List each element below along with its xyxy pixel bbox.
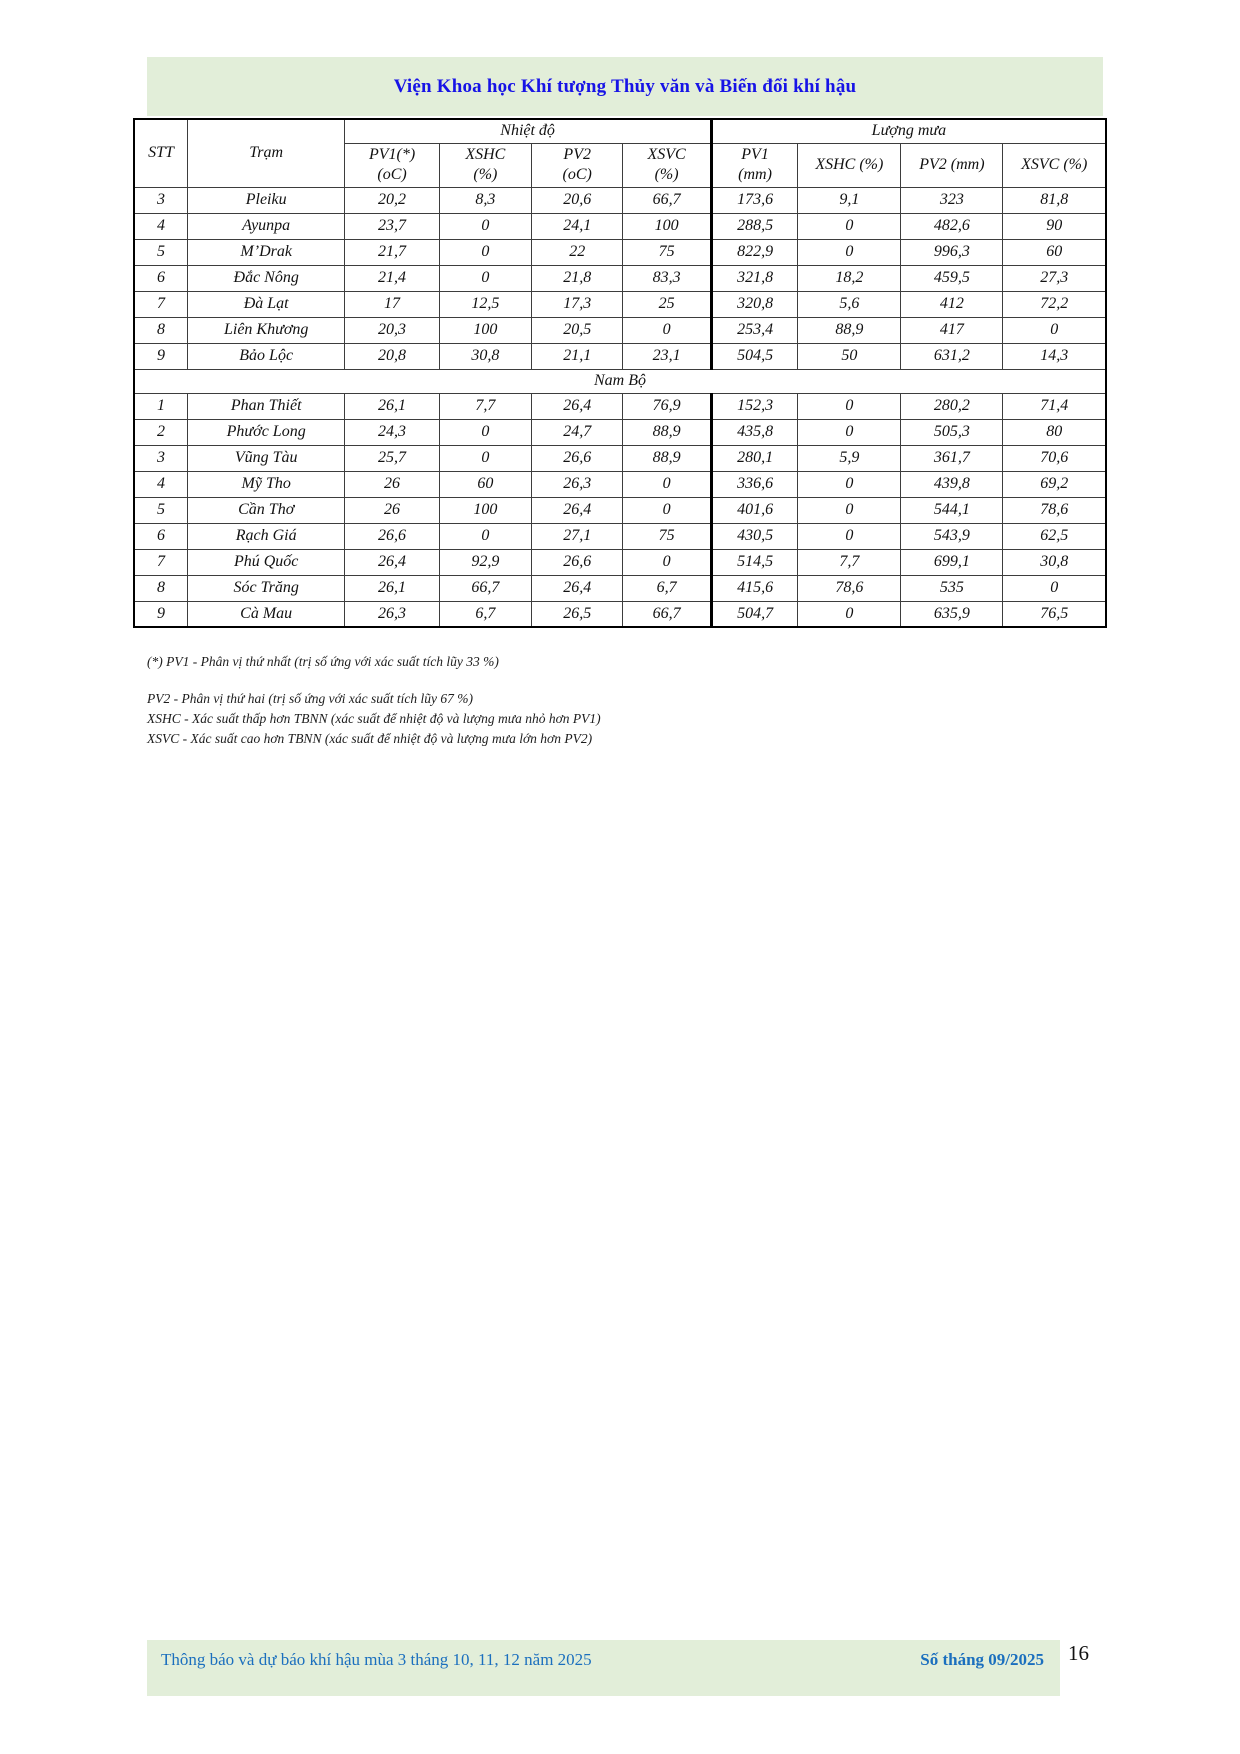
table-group-header-row	[134, 119, 1106, 143]
data-cell: 78,6	[798, 575, 901, 601]
col-subheader: PV1 (mm)	[711, 143, 798, 187]
data-cell: 0	[439, 419, 531, 445]
data-cell: 459,5	[901, 265, 1003, 291]
footnote: PV2 - Phân vị thứ hai (trị số ứng với xác suất tích lũy 67 %)	[147, 691, 473, 706]
data-cell: 152,3	[711, 393, 798, 419]
row-index: 4	[134, 213, 187, 239]
data-cell: 66,7	[439, 575, 531, 601]
data-cell: 100	[623, 213, 711, 239]
section-label: Nam Bộ	[134, 369, 1106, 393]
data-cell: 20,3	[345, 317, 439, 343]
data-cell: 0	[798, 419, 901, 445]
data-cell: 27,1	[532, 523, 623, 549]
data-cell: 0	[439, 523, 531, 549]
table-row	[134, 471, 1106, 497]
table-row	[134, 497, 1106, 523]
data-cell: 20,8	[345, 343, 439, 369]
data-cell: 631,2	[901, 343, 1003, 369]
data-cell: 6,7	[623, 575, 711, 601]
table-row	[134, 445, 1106, 471]
footer-left-text: Thông báo và dự báo khí hậu mùa 3 tháng 10, 11, 12 năm 2025	[161, 1650, 592, 1669]
data-cell: 280,2	[901, 393, 1003, 419]
row-index: 9	[134, 601, 187, 627]
data-cell: 6,7	[439, 601, 531, 627]
table-row	[134, 575, 1106, 601]
data-cell: 514,5	[711, 549, 798, 575]
data-cell: 0	[623, 549, 711, 575]
data-cell: 996,3	[901, 239, 1003, 265]
col-header-stt: STT	[134, 119, 187, 187]
footnote: XSHC - Xác suất thấp hơn TBNN (xác suất để nhiệt độ và lượng mưa nhỏ hơn PV1)	[147, 711, 601, 726]
data-cell: 7,7	[439, 393, 531, 419]
data-cell: 66,7	[623, 601, 711, 627]
data-cell: 430,5	[711, 523, 798, 549]
col-subheader: XSVC (%)	[1003, 143, 1106, 187]
data-cell: 336,6	[711, 471, 798, 497]
station-name: Phú Quốc	[187, 549, 344, 575]
data-cell: 30,8	[439, 343, 531, 369]
row-index: 6	[134, 523, 187, 549]
data-cell: 280,1	[711, 445, 798, 471]
data-cell: 23,1	[623, 343, 711, 369]
row-index: 4	[134, 471, 187, 497]
data-cell: 24,1	[532, 213, 623, 239]
data-cell: 0	[439, 265, 531, 291]
data-cell: 0	[439, 445, 531, 471]
data-cell: 0	[623, 497, 711, 523]
col-subheader: XSVC (%)	[623, 143, 711, 187]
data-cell: 415,6	[711, 575, 798, 601]
data-cell: 100	[439, 497, 531, 523]
data-cell: 30,8	[1003, 549, 1106, 575]
data-cell: 20,2	[345, 187, 439, 213]
data-cell: 0	[439, 213, 531, 239]
data-cell: 22	[532, 239, 623, 265]
data-cell: 26,6	[345, 523, 439, 549]
data-cell: 0	[1003, 317, 1106, 343]
data-cell: 17	[345, 291, 439, 317]
table-row	[134, 549, 1106, 575]
data-cell: 7,7	[798, 549, 901, 575]
station-name: Pleiku	[187, 187, 344, 213]
row-index: 8	[134, 317, 187, 343]
station-name: Bảo Lộc	[187, 343, 344, 369]
footer-banner	[147, 1640, 1060, 1696]
station-name: Mỹ Tho	[187, 471, 344, 497]
data-cell: 5,6	[798, 291, 901, 317]
header-banner	[147, 57, 1103, 116]
data-cell: 24,3	[345, 419, 439, 445]
data-cell: 26,1	[345, 575, 439, 601]
data-cell: 26,6	[532, 445, 623, 471]
data-cell: 0	[798, 239, 901, 265]
data-cell: 321,8	[711, 265, 798, 291]
data-cell: 90	[1003, 213, 1106, 239]
data-cell: 26,3	[345, 601, 439, 627]
table-row	[134, 317, 1106, 343]
data-cell: 435,8	[711, 419, 798, 445]
data-cell: 0	[1003, 575, 1106, 601]
page-number: 16	[1068, 1641, 1089, 1665]
climate-forecast-table	[133, 118, 1107, 628]
data-cell: 26,1	[345, 393, 439, 419]
data-cell: 9,1	[798, 187, 901, 213]
data-cell: 70,6	[1003, 445, 1106, 471]
data-cell: 173,6	[711, 187, 798, 213]
data-cell: 25	[623, 291, 711, 317]
data-cell: 0	[439, 239, 531, 265]
col-group-luong-mua: Lượng mưa	[711, 119, 1106, 143]
data-cell: 26,4	[532, 393, 623, 419]
data-cell: 543,9	[901, 523, 1003, 549]
data-cell: 504,5	[711, 343, 798, 369]
data-cell: 71,4	[1003, 393, 1106, 419]
data-cell: 26	[345, 497, 439, 523]
col-header-tram: Trạm	[187, 119, 344, 187]
data-cell: 75	[623, 523, 711, 549]
table-row	[134, 291, 1106, 317]
footer-issue-label: Số tháng 09/2025	[920, 1650, 1044, 1669]
data-cell: 88,9	[623, 445, 711, 471]
data-cell: 75	[623, 239, 711, 265]
row-index: 2	[134, 419, 187, 445]
station-name: Cà Mau	[187, 601, 344, 627]
data-cell: 505,3	[901, 419, 1003, 445]
data-cell: 27,3	[1003, 265, 1106, 291]
data-cell: 24,7	[532, 419, 623, 445]
station-name: Sóc Trăng	[187, 575, 344, 601]
data-cell: 320,8	[711, 291, 798, 317]
data-cell: 21,8	[532, 265, 623, 291]
table-row	[134, 239, 1106, 265]
data-cell: 822,9	[711, 239, 798, 265]
data-cell: 26,6	[532, 549, 623, 575]
col-subheader: XSHC (%)	[439, 143, 531, 187]
row-index: 1	[134, 393, 187, 419]
data-cell: 80	[1003, 419, 1106, 445]
data-cell: 26	[345, 471, 439, 497]
row-index: 7	[134, 549, 187, 575]
col-group-nhiet-do: Nhiệt độ	[345, 119, 711, 143]
table-row	[134, 601, 1106, 627]
data-cell: 20,6	[532, 187, 623, 213]
data-cell: 5,9	[798, 445, 901, 471]
data-cell: 83,3	[623, 265, 711, 291]
data-cell: 0	[798, 393, 901, 419]
data-cell: 62,5	[1003, 523, 1106, 549]
data-cell: 417	[901, 317, 1003, 343]
data-cell: 88,9	[623, 419, 711, 445]
data-cell: 17,3	[532, 291, 623, 317]
station-name: Đắc Nông	[187, 265, 344, 291]
table-row	[134, 393, 1106, 419]
col-subheader: XSHC (%)	[798, 143, 901, 187]
row-index: 7	[134, 291, 187, 317]
data-cell: 72,2	[1003, 291, 1106, 317]
data-cell: 253,4	[711, 317, 798, 343]
data-cell: 25,7	[345, 445, 439, 471]
data-cell: 635,9	[901, 601, 1003, 627]
data-cell: 401,6	[711, 497, 798, 523]
table-row	[134, 523, 1106, 549]
data-cell: 76,9	[623, 393, 711, 419]
table-row	[134, 265, 1106, 291]
station-name: M’Drak	[187, 239, 344, 265]
data-cell: 0	[798, 523, 901, 549]
station-name: Phước Long	[187, 419, 344, 445]
data-cell: 14,3	[1003, 343, 1106, 369]
data-cell: 92,9	[439, 549, 531, 575]
data-cell: 0	[798, 601, 901, 627]
data-cell: 323	[901, 187, 1003, 213]
data-cell: 544,1	[901, 497, 1003, 523]
data-cell: 699,1	[901, 549, 1003, 575]
col-subheader: PV1(*) (oC)	[345, 143, 439, 187]
station-name: Rạch Giá	[187, 523, 344, 549]
table-row	[134, 213, 1106, 239]
data-cell: 21,7	[345, 239, 439, 265]
row-index: 6	[134, 265, 187, 291]
data-cell: 8,3	[439, 187, 531, 213]
data-cell: 0	[623, 317, 711, 343]
data-cell: 0	[623, 471, 711, 497]
data-cell: 504,7	[711, 601, 798, 627]
data-cell: 18,2	[798, 265, 901, 291]
footnote: XSVC - Xác suất cao hơn TBNN (xác suất để nhiệt độ và lượng mưa lớn hơn PV2)	[147, 731, 593, 746]
data-cell: 361,7	[901, 445, 1003, 471]
data-cell: 12,5	[439, 291, 531, 317]
data-cell: 21,1	[532, 343, 623, 369]
data-cell: 78,6	[1003, 497, 1106, 523]
data-cell: 60	[1003, 239, 1106, 265]
table-row	[134, 419, 1106, 445]
data-cell: 412	[901, 291, 1003, 317]
station-name: Đà Lạt	[187, 291, 344, 317]
data-cell: 0	[798, 213, 901, 239]
data-cell: 23,7	[345, 213, 439, 239]
data-cell: 0	[798, 471, 901, 497]
data-cell: 0	[798, 497, 901, 523]
col-subheader: PV2 (oC)	[532, 143, 623, 187]
data-cell: 482,6	[901, 213, 1003, 239]
data-cell: 69,2	[1003, 471, 1106, 497]
row-index: 3	[134, 187, 187, 213]
data-cell: 21,4	[345, 265, 439, 291]
col-subheader: PV2 (mm)	[901, 143, 1003, 187]
station-name: Ayunpa	[187, 213, 344, 239]
data-cell: 26,4	[345, 549, 439, 575]
data-cell: 66,7	[623, 187, 711, 213]
data-cell: 26,3	[532, 471, 623, 497]
row-index: 5	[134, 497, 187, 523]
data-cell: 88,9	[798, 317, 901, 343]
data-cell: 26,5	[532, 601, 623, 627]
data-cell: 50	[798, 343, 901, 369]
station-name: Liên Khương	[187, 317, 344, 343]
data-cell: 535	[901, 575, 1003, 601]
row-index: 8	[134, 575, 187, 601]
station-name: Cần Thơ	[187, 497, 344, 523]
data-cell: 26,4	[532, 575, 623, 601]
data-cell: 439,8	[901, 471, 1003, 497]
station-name: Phan Thiết	[187, 393, 344, 419]
table-row	[134, 343, 1106, 369]
page-title: Viện Khoa học Khí tượng Thủy văn và Biến đổi khí hậu	[393, 75, 857, 97]
table-row	[134, 187, 1106, 213]
data-cell: 81,8	[1003, 187, 1106, 213]
station-name: Vũng Tàu	[187, 445, 344, 471]
row-index: 9	[134, 343, 187, 369]
row-index: 5	[134, 239, 187, 265]
data-cell: 60	[439, 471, 531, 497]
row-index: 3	[134, 445, 187, 471]
data-cell: 26,4	[532, 497, 623, 523]
data-cell: 100	[439, 317, 531, 343]
data-cell: 288,5	[711, 213, 798, 239]
data-cell: 76,5	[1003, 601, 1106, 627]
data-cell: 20,5	[532, 317, 623, 343]
section-row	[134, 369, 1106, 393]
footnote: (*) PV1 - Phân vị thứ nhất (trị số ứng với xác suất tích lũy 33 %)	[147, 654, 499, 669]
footnotes	[147, 652, 601, 749]
